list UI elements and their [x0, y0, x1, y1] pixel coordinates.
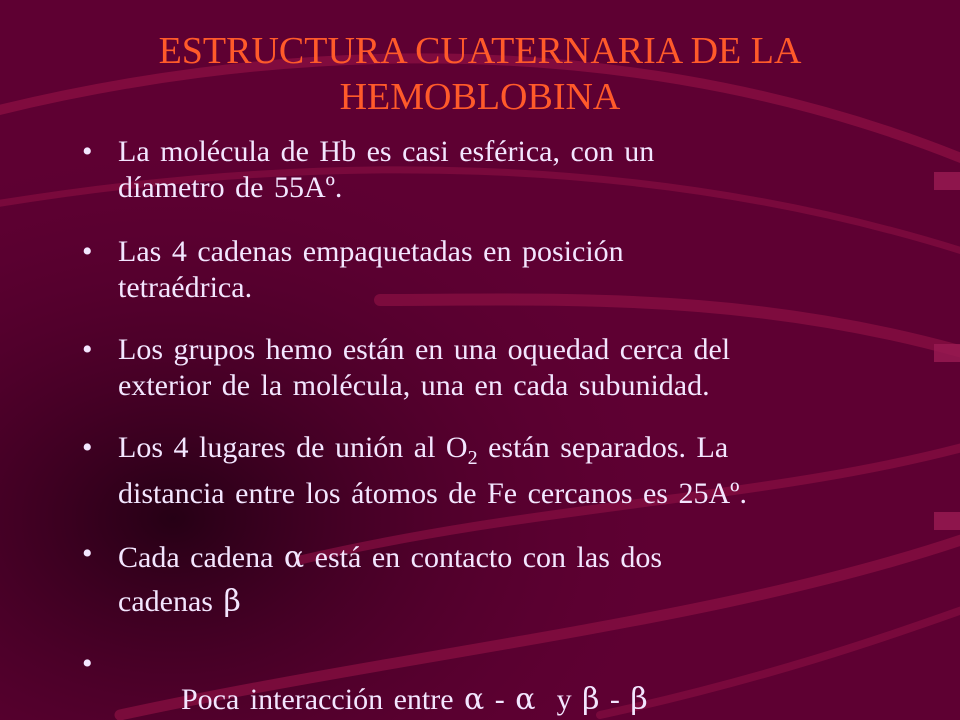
bullet-marker: •	[82, 135, 93, 168]
beta-symbol: β	[223, 584, 241, 619]
bullet-interaction	[82, 646, 882, 720]
bullet-line: Los grupos hemo están en una oquedad cerca del	[118, 333, 731, 366]
dash: -	[484, 683, 516, 716]
slide-title-line1: ESTRUCTURA CUATERNARIA DE LA	[158, 30, 802, 72]
dash: -	[599, 683, 631, 716]
bullet-text	[118, 134, 882, 206]
subscript-two: 2	[467, 447, 478, 469]
bullet-line: tetraédrica.	[118, 271, 253, 304]
bullet-chains	[82, 234, 882, 306]
bullet-line: Los 4 lugares de unión al O	[118, 431, 468, 464]
bullet-text	[118, 430, 882, 512]
bullet-marker: •	[82, 537, 93, 570]
bullet-line: díametro de 55Aº.	[118, 171, 343, 204]
bullet-alpha-contact	[82, 536, 882, 624]
alpha-symbol: α	[464, 682, 485, 717]
bullet-line: distancia entre los átomos de Fe cercanos es 25Aº.	[118, 477, 747, 510]
beta-symbol: β	[582, 682, 600, 717]
bullet-marker: •	[82, 333, 93, 366]
bullet-marker: •	[82, 431, 93, 464]
alpha-symbol: α	[515, 682, 536, 717]
bullet-line: está en contacto con las dos	[304, 541, 663, 574]
bullet-hemo-groups	[82, 332, 882, 404]
bullet-line: La molécula de Hb es casi esférica, con un	[118, 135, 655, 168]
bullet-line: Cada cadena	[118, 541, 284, 574]
alpha-symbol: α	[283, 540, 305, 575]
conjunction: y	[535, 683, 583, 716]
bullet-text	[118, 234, 882, 306]
slide-title-line2: HEMOBLOBINA	[339, 76, 621, 118]
bullet-text	[118, 536, 882, 624]
bullet-line: exterior de la molécula, una en cada subunidad.	[118, 369, 710, 402]
bullet-line: Las 4 cadenas empaquetadas en posición	[118, 235, 624, 268]
bullet-line: cadenas	[118, 585, 224, 618]
bullet-hb-shape	[82, 134, 882, 206]
bullet-marker: •	[82, 235, 93, 268]
bullet-o2-sites	[82, 430, 882, 512]
bullet-text	[118, 646, 882, 720]
bullet-marker: •	[82, 647, 93, 680]
bullet-line: Poca interacción entre	[181, 683, 465, 716]
bullet-line: están separados. La	[477, 431, 729, 464]
beta-symbol: β	[630, 682, 648, 717]
bullet-text	[118, 332, 882, 404]
